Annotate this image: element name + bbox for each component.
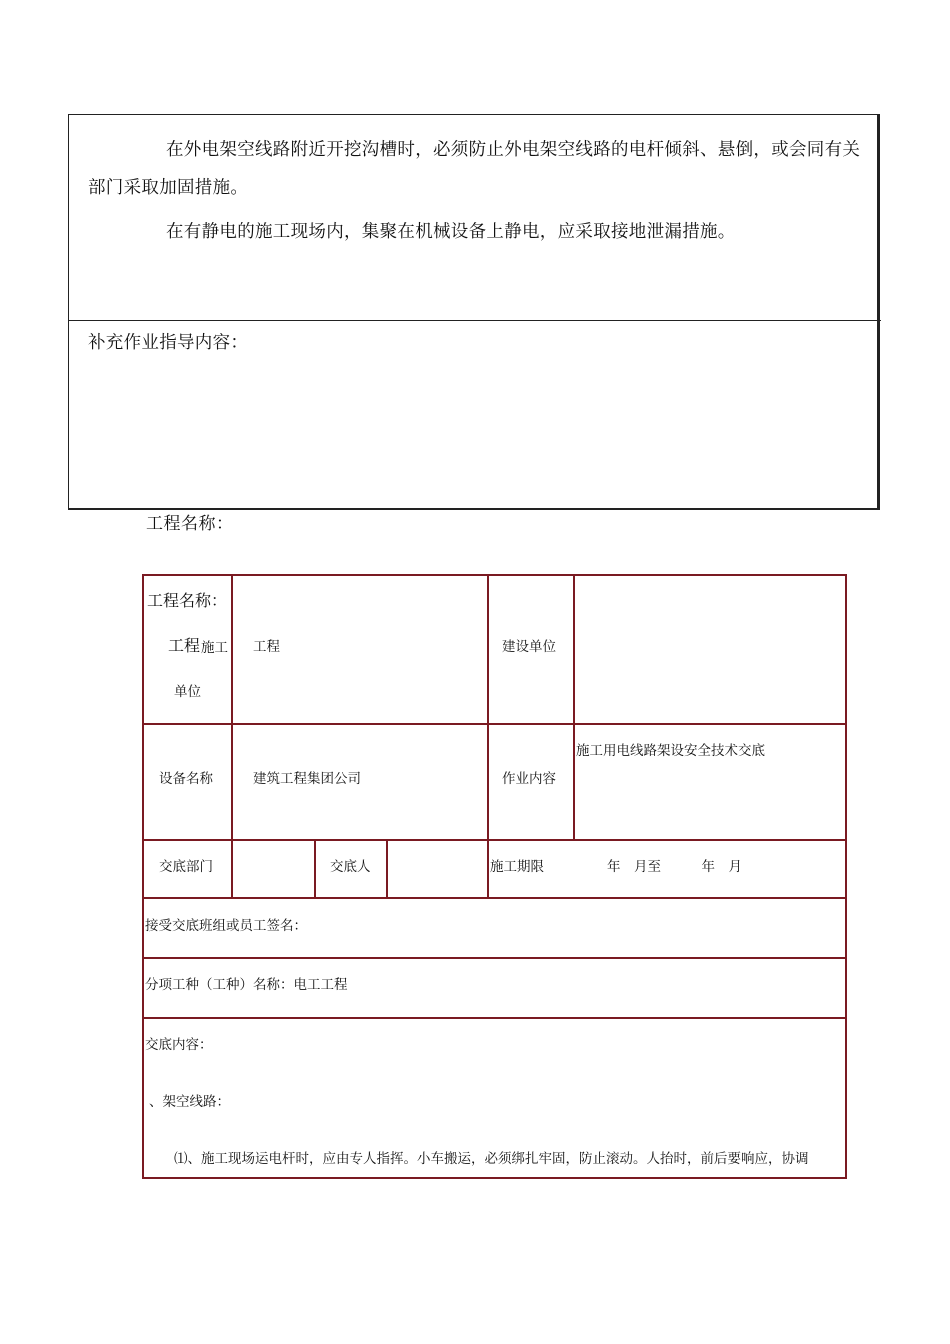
project-label-part: 工程 <box>168 636 201 655</box>
table-line <box>231 839 233 899</box>
signature-label: 接受交底班组或员工签名： <box>145 918 307 934</box>
table-line <box>386 839 388 899</box>
disclosure-dept-label: 交底部门 <box>159 859 213 875</box>
table-line <box>314 839 316 899</box>
disclosure-content-label: 交底内容： <box>145 1037 213 1053</box>
table-line <box>487 839 489 899</box>
work-content-value: 施工用电线路架设安全技术交底 <box>576 743 765 759</box>
supplement-label: 补充作业指导内容： <box>88 333 249 353</box>
project-name-label: 工程名称： <box>147 591 228 610</box>
project-value: 工程 <box>253 639 280 655</box>
work-content-label: 作业内容 <box>502 771 556 787</box>
client-unit-label: 建设单位 <box>502 639 556 655</box>
overhead-line-heading: 、架空线路： <box>149 1094 230 1110</box>
paragraph-static-grounding: 在有静电的施工现场内，集聚在机械设备上静电，应采取接地泄漏措施。 <box>166 222 736 242</box>
disclosure-person-label: 交底人 <box>330 859 371 875</box>
trade-name-label: 分项工种（工种）名称：电工工程 <box>145 977 348 993</box>
table-line <box>142 897 847 899</box>
table-line <box>845 574 847 1179</box>
table-line <box>142 957 847 959</box>
table-line <box>142 574 847 576</box>
construction-label-part: 施工 <box>201 640 228 656</box>
unit-label-part: 单位 <box>174 684 201 700</box>
table-line <box>231 574 233 841</box>
table-line <box>142 723 847 725</box>
table-line <box>142 839 847 841</box>
table-line <box>142 574 144 1179</box>
construction-period-value: 年 月至 年 月 <box>607 859 742 875</box>
table-line <box>573 574 575 841</box>
table-line <box>142 1177 847 1179</box>
table-line <box>487 574 489 841</box>
instruction-divider <box>68 320 881 321</box>
equipment-name-label: 设备名称 <box>159 771 213 787</box>
equipment-name-value: 建筑工程集团公司 <box>253 771 361 787</box>
table-line <box>142 1017 847 1019</box>
project-name-heading: 工程名称： <box>146 514 234 534</box>
construction-period-label: 施工期限 <box>490 859 544 875</box>
content-item-1: ⑴、施工现场运电杆时，应由专人指挥。小车搬运，必须绑扎牢固，防止滚动。人抬时，前后要响应，协调 <box>174 1151 809 1167</box>
paragraph-trench-safety: 在外电架空线路附近开挖沟槽时，必须防止外电架空线路的电杆倾斜、悬倒，或会同有关部门采取加固措施。 <box>88 140 861 198</box>
